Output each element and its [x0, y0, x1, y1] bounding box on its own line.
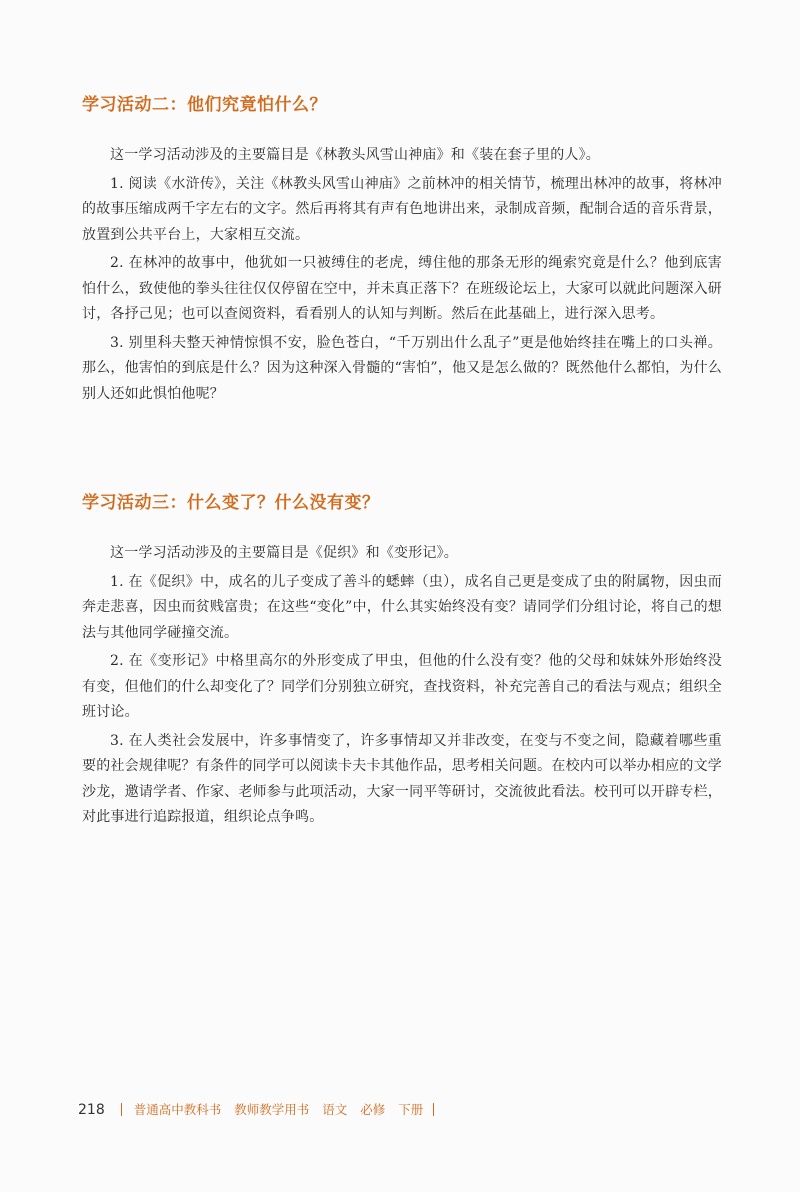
intro-paragraph: 这一学习活动涉及的主要篇目是《促织》和《变形记》。: [110, 545, 458, 561]
section-activity-2: [82, 90, 722, 407]
page-footer: [78, 1100, 434, 1118]
footer-divider: [121, 1103, 122, 1116]
footer-divider: [433, 1103, 434, 1116]
activity-item: 2. 在《变形记》中格里高尔的外形变成了甲虫，但他的什么没有变？他的父母和妹妹外形始终没有变，但他们的什么却变化了？同学们分别独立研究，查找资料，补充完善自己的看法与观点；组织全班讨论。: [82, 653, 722, 720]
intro-paragraph: 这一学习活动涉及的主要篇目是《林教头风雪山神庙》和《装在套子里的人》。: [110, 147, 600, 163]
activity-item: 3. 在人类社会发展中，许多事情变了，许多事情却又并非改变，在变与不变之间，隐藏着哪些重要的社会规律呢？有条件的同学可以阅读卡夫卡其他作品，思考相关问题。在校内可以举办相应的文学沙龙，邀请学者、作家、老师参与此项活动，大家一同平等研讨，交流彼此看法。校刊可以开辟专栏，对此事进行追踪报道，组织论点争鸣。: [82, 732, 722, 825]
section-heading: 学习活动三：什么变了？什么没有变？: [82, 493, 380, 513]
activity-item: 3. 别里科夫整天神情惊惧不安，脸色苍白，“千万别出什么乱子”更是他始终挂在嘴上的口头禅。那么，他害怕的到底是什么？因为这种深入骨髓的“害怕”，他又是怎么做的？既然他什么都怕，为什么别人还如此惧怕他呢？: [82, 334, 722, 402]
footer-book-type: 教师教学用书: [234, 1102, 310, 1117]
activity-item: 1. 在《促织》中，成名的儿子变成了善斗的蟋蟀（虫），成名自己更是变成了虫的附属物，因虫而奔走悲喜，因虫而贫贱富贵；在这些“变化”中，什么其实始终没有变？请同学们分组讨论，将自己的想法与其他同学碰撞交流。: [82, 573, 722, 641]
footer-course: 必修: [360, 1102, 386, 1117]
section-activity-3: [82, 488, 722, 831]
page-number: 218: [78, 1102, 105, 1118]
section-heading: 学习活动二：他们究竟怕什么？: [82, 95, 327, 115]
footer-book-series: 普通高中教科书: [133, 1102, 222, 1117]
activity-item: 2. 在林冲的故事中，他犹如一只被缚住的老虎，缚住他的那条无形的绳索究竟是什么？他到底害怕什么，致使他的拳头往往仅仅停留在空中，并未真正落下？在班级论坛上，大家可以就此问题深入研讨，各抒己见；也可以查阅资料，看看别人的认知与判断。然后在此基础上，进行深入思考。: [82, 255, 722, 322]
footer-volume: 下册: [398, 1102, 424, 1117]
activity-item: 1. 阅读《水浒传》，关注《林教头风雪山神庙》之前林冲的相关情节，梳理出林冲的故事，将林冲的故事压缩成两千字左右的文字。然后再将其有声有色地讲出来，录制成音频，配制合适的音乐背景，放置到公共平台上，大家相互交流。: [82, 175, 722, 243]
footer-subject: 语文: [322, 1102, 348, 1117]
